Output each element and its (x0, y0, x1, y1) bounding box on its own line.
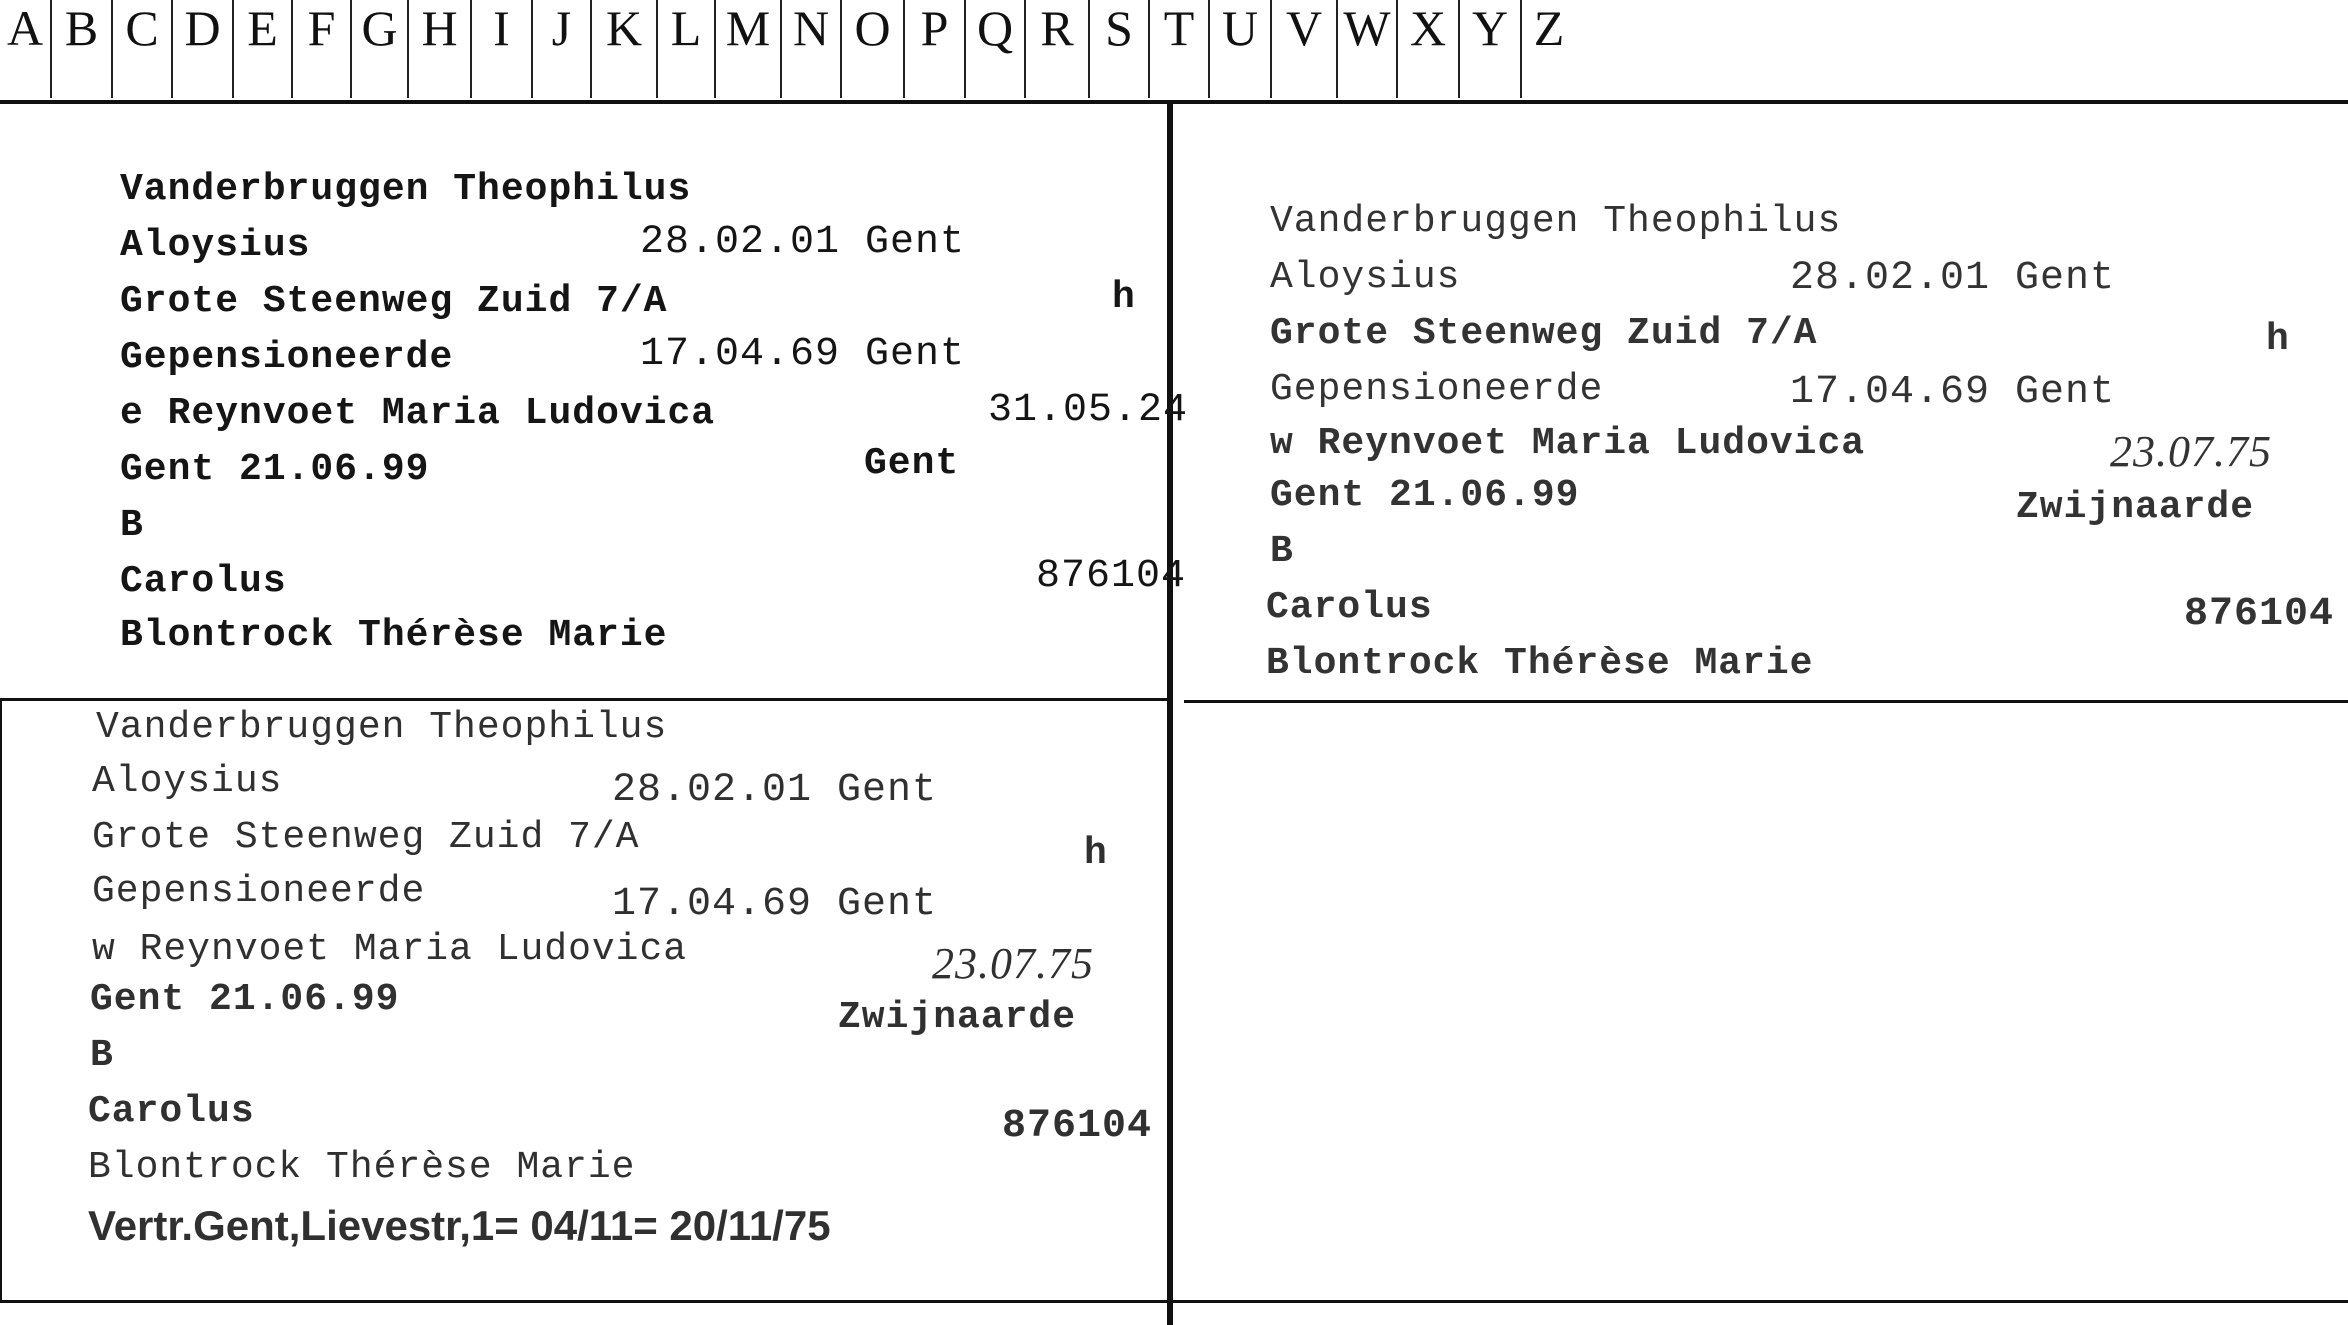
card-spouse: w Reynvoet Maria Ludovica (1270, 422, 1866, 465)
index-letter-q: Q (966, 0, 1026, 98)
index-letter-r: R (1026, 0, 1090, 98)
card-name: Vanderbruggen Theophilus (1270, 200, 1842, 243)
index-letter-c: C (113, 0, 173, 98)
index-letter-m: M (716, 0, 782, 98)
index-letter-x: X (1398, 0, 1460, 98)
index-letter-t: T (1150, 0, 1210, 98)
card-date-second: 17.04.69 Gent (612, 882, 938, 927)
card-marriage: Gent 21.06.99 (120, 448, 430, 491)
card-marker: h (1112, 276, 1136, 319)
right-card-divider (1184, 700, 2348, 703)
card-number: 876104 (1002, 1104, 1153, 1149)
card-address: Grote Steenweg Zuid 7/A (120, 280, 668, 323)
card-date-second: 17.04.69 Gent (1790, 370, 2116, 415)
card-profession: Gepensioneerde (120, 336, 454, 379)
card-marriage-place: Zwijnaarde (2016, 486, 2255, 529)
index-letter-a: A (0, 0, 52, 98)
index-letter-k: K (592, 0, 658, 98)
left-card-divider (0, 698, 1168, 701)
index-letter-h: H (409, 0, 472, 98)
center-divider (1167, 104, 1173, 1325)
index-letter-g: G (352, 0, 409, 98)
card-name: Vanderbruggen Theophilus (96, 706, 668, 749)
card-profession: Gepensioneerde (92, 870, 426, 913)
bottom-rule (0, 1300, 2348, 1303)
card-code: B (90, 1034, 114, 1077)
card-marker: h (1084, 832, 1108, 875)
index-letter-i: I (472, 0, 533, 98)
index-letter-y: Y (1460, 0, 1522, 98)
card-spouse-date: 31.05.24 (988, 388, 1189, 433)
index-letter-z: Z (1533, 0, 1565, 56)
card-spouse-date: 23.07.75 (932, 939, 1094, 988)
index-letter-w: W (1338, 0, 1398, 98)
card-spouse-date: 23.07.75 (2110, 427, 2272, 476)
card-number: 876104 (1036, 554, 1187, 599)
index-letter-e: E (234, 0, 293, 98)
card-given-name: Aloysius (1270, 256, 1461, 299)
index-letter-u: U (1210, 0, 1272, 98)
card-marriage-place: Zwijnaarde (838, 996, 1077, 1039)
card-name: Vanderbruggen Theophilus (120, 168, 692, 211)
card-given-name: Aloysius (120, 224, 311, 267)
index-letter-b: B (52, 0, 113, 98)
index-letter-f: F (293, 0, 352, 98)
card-code: B (120, 504, 144, 547)
card-birth: 28.02.01 Gent (640, 220, 966, 265)
card-date-second: 17.04.69 Gent (640, 332, 966, 377)
card-marriage-place: Gent (864, 442, 960, 485)
card-father: Carolus (1266, 586, 1433, 629)
index-letter-d: D (173, 0, 234, 98)
card-marker: h (2266, 318, 2290, 361)
card-profession: Gepensioneerde (1270, 368, 1604, 411)
card-father: Carolus (88, 1090, 255, 1133)
index-letter-j: J (533, 0, 592, 98)
card-address: Grote Steenweg Zuid 7/A (1270, 312, 1818, 355)
card-address: Grote Steenweg Zuid 7/A (92, 816, 640, 859)
index-letter-l: L (658, 0, 716, 98)
card-mother: Blontrock Thérèse Marie (88, 1146, 636, 1189)
card-code: B (1270, 530, 1294, 573)
header-rule (0, 100, 2348, 104)
index-letter-s: S (1090, 0, 1150, 98)
card-number: 876104 (2184, 592, 2335, 637)
card-spouse: w Reynvoet Maria Ludovica (92, 928, 688, 971)
card-birth: 28.02.01 Gent (1790, 256, 2116, 301)
card-mother: Blontrock Thérèse Marie (1266, 642, 1814, 685)
card-given-name: Aloysius (92, 760, 283, 803)
card-spouse: e Reynvoet Maria Ludovica (120, 392, 716, 435)
card-marriage: Gent 21.06.99 (90, 978, 400, 1021)
index-letter-p: P (905, 0, 966, 98)
left-card-edge (0, 700, 2, 1300)
index-letter-o: O (842, 0, 905, 98)
index-letter-n: N (782, 0, 842, 98)
card-birth: 28.02.01 Gent (612, 768, 938, 813)
card-departure-note: Vertr.Gent,Lievestr,1= 04/11= 20/11/75 (88, 1202, 831, 1249)
card-mother: Blontrock Thérèse Marie (120, 614, 668, 657)
card-father: Carolus (120, 560, 287, 603)
alphabet-index (0, 0, 2348, 102)
index-letter-v: V (1272, 0, 1338, 98)
card-marriage: Gent 21.06.99 (1270, 474, 1580, 517)
